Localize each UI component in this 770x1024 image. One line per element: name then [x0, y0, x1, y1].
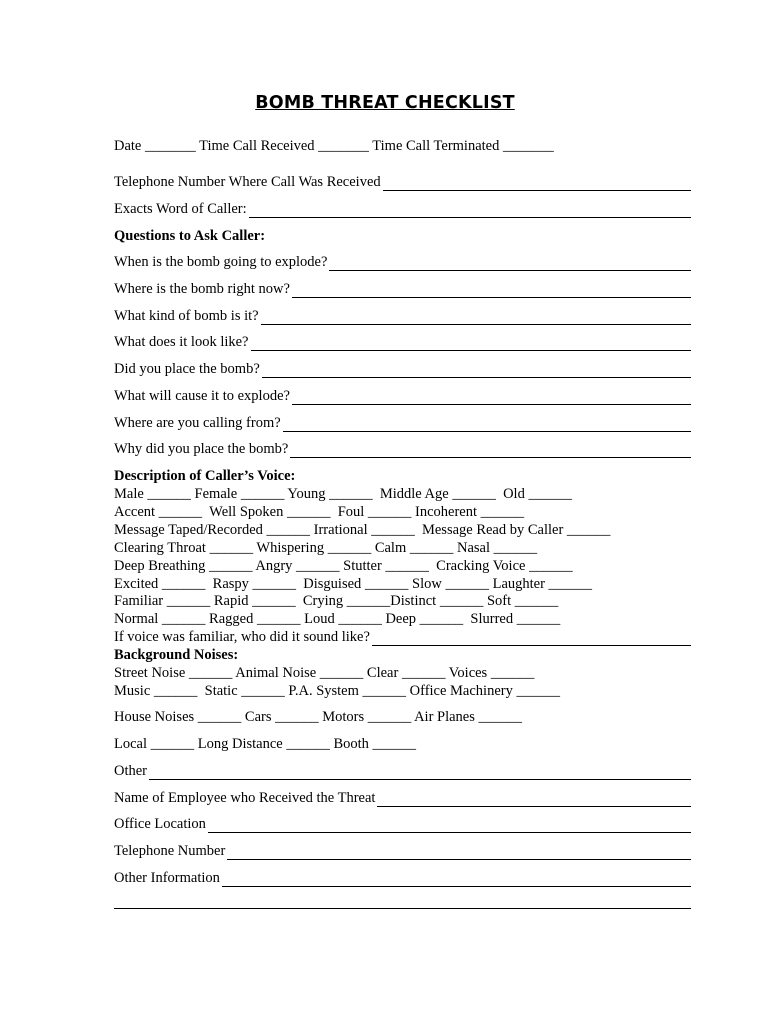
- answer-blank: [283, 417, 691, 432]
- questions-heading: Questions to Ask Caller:: [114, 228, 266, 244]
- question-row: [114, 387, 691, 405]
- voice-line: Normal ______ Ragged ______ Loud ______ Deep ______ Slurred ______: [114, 611, 561, 627]
- call-type-line: Local ______ Long Distance ______ Booth ______: [114, 736, 417, 752]
- employee-name-label: Name of Employee who Received the Threat: [114, 790, 376, 806]
- question-row: [114, 253, 691, 271]
- answer-blank: [290, 443, 691, 458]
- question-label: Where is the bomb right now?: [114, 281, 290, 297]
- voice-line: Male ______ Female ______ Young ______ Middle Age ______ Old ______: [114, 486, 572, 502]
- exact-words-field: [114, 200, 691, 218]
- page-title: BOMB THREAT CHECKLIST: [255, 93, 515, 113]
- voice-line: Deep Breathing ______ Angry ______ Stutter ______ Cracking Voice ______: [114, 558, 573, 574]
- question-row: [114, 333, 691, 351]
- noises-heading: Background Noises:: [114, 647, 239, 663]
- other-label: Other: [114, 763, 148, 779]
- question-label: Did you place the bomb?: [114, 361, 260, 377]
- employee-name-field: [114, 789, 691, 807]
- voice-line: Familiar ______ Rapid ______ Crying ______Distinct ______ Soft ______: [114, 593, 559, 609]
- answer-blank: [261, 310, 691, 325]
- question-label: What kind of bomb is it?: [114, 308, 259, 324]
- answer-blank: [329, 256, 691, 271]
- answer-blank: [262, 363, 691, 378]
- noise-line: Street Noise ______ Animal Noise ______ Clear ______ Voices ______: [114, 665, 535, 681]
- phone-received-field: [114, 173, 691, 191]
- voice-heading: Description of Caller’s Voice:: [114, 468, 296, 484]
- question-row: [114, 307, 691, 325]
- voice-line: Accent ______ Well Spoken ______ Foul ______ Incoherent ______: [114, 504, 525, 520]
- other-information-blank: [222, 872, 691, 887]
- voice-line: Clearing Throat ______ Whispering ______ Calm ______ Nasal ______: [114, 540, 538, 556]
- exact-words-label: Exacts Word of Caller:: [114, 201, 247, 217]
- date-time-line: Date _______ Time Call Received _______ Time Call Terminated _______: [114, 138, 554, 154]
- phone-received-blank: [383, 176, 691, 191]
- answer-blank: [292, 283, 691, 298]
- familiar-blank: [372, 631, 691, 646]
- voice-line: Excited ______ Raspy ______ Disguised ______ Slow ______ Laughter ______: [114, 576, 593, 592]
- other-blank: [149, 765, 691, 780]
- other-field: [114, 762, 691, 780]
- phone-received-label: Telephone Number Where Call Was Received: [114, 174, 381, 190]
- question-label: What does it look like?: [114, 334, 249, 350]
- answer-blank: [292, 390, 691, 405]
- question-row: [114, 280, 691, 298]
- exact-words-blank: [249, 203, 691, 218]
- question-label: Why did you place the bomb?: [114, 441, 289, 457]
- other-information-label: Other Information: [114, 870, 220, 886]
- answer-blank: [251, 336, 692, 351]
- voice-line: Message Taped/Recorded ______ Irrational ______ Message Read by Caller ______: [114, 522, 611, 538]
- house-noises-line: House Noises ______ Cars ______ Motors ______ Air Planes ______: [114, 709, 523, 725]
- question-row: [114, 440, 691, 458]
- question-label: What will cause it to explode?: [114, 388, 290, 404]
- office-location-blank: [208, 818, 691, 833]
- office-location-label: Office Location: [114, 816, 206, 832]
- telephone-number-blank: [227, 845, 691, 860]
- familiar-label: If voice was familiar, who did it sound like?: [114, 629, 370, 645]
- office-location-field: [114, 815, 691, 833]
- question-label: Where are you calling from?: [114, 415, 281, 431]
- question-row: [114, 360, 691, 378]
- familiar-field: [114, 628, 691, 646]
- employee-name-blank: [377, 792, 691, 807]
- telephone-number-field: [114, 842, 691, 860]
- telephone-number-label: Telephone Number: [114, 843, 226, 859]
- extra-blank-line: [114, 908, 691, 909]
- other-information-field: [114, 869, 691, 887]
- question-row: [114, 414, 691, 432]
- question-label: When is the bomb going to explode?: [114, 254, 328, 270]
- noise-line: Music ______ Static ______ P.A. System ______ Office Machinery ______: [114, 683, 560, 699]
